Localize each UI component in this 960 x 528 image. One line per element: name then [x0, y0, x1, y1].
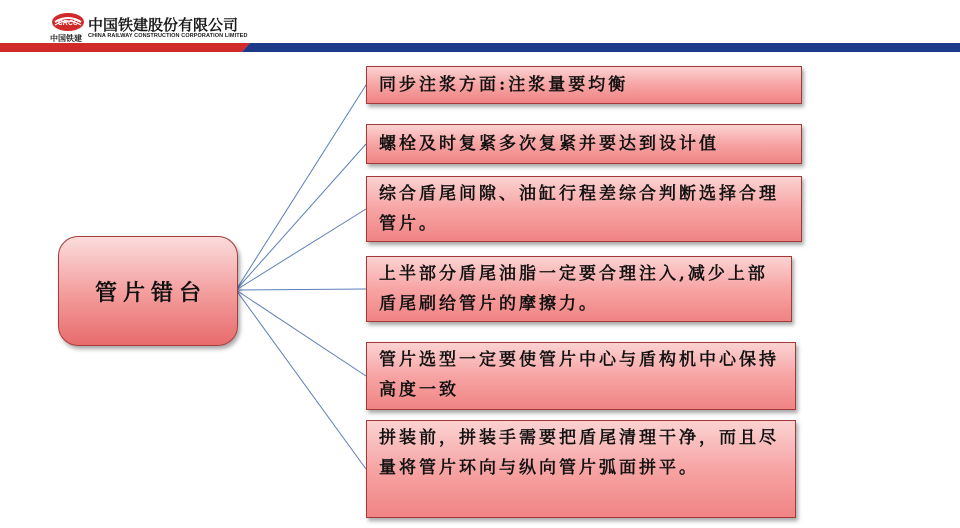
company-name-en: CHINA RAILWAY CONSTRUCTION CORPORATION LIMITED [88, 33, 248, 39]
leaf-node-text: 拼装前，拼装手需要把盾尾清理干净，而且尽量将管片环向与纵向管片弧面拼平。 [379, 428, 779, 478]
connector-line-1 [236, 85, 366, 290]
logo-text: 中国铁建 [50, 34, 82, 43]
leaf-node-text: 螺栓及时复紧多次复紧并要达到设计值 [379, 134, 719, 154]
connector-line-6 [236, 290, 366, 469]
leaf-node-assembly-prep [366, 420, 796, 518]
root-node-label: 管片错台 [94, 279, 207, 306]
company-name-cn: 中国铁建股份有限公司 [88, 16, 239, 34]
leaf-node-grouting [366, 66, 802, 104]
svg-text:CRCC: CRCC [57, 20, 79, 27]
leaf-node-tail-grease [366, 256, 792, 322]
connector-line-5 [236, 290, 366, 376]
connector-line-4 [236, 289, 366, 290]
leaf-node-segment-alignment [366, 342, 796, 410]
connector-line-2 [236, 144, 366, 290]
leaf-node-text: 管片选型一定要使管片中心与盾构机中心保持高度一致 [379, 350, 779, 400]
leaf-node-segment-selection [366, 176, 802, 242]
leaf-node-bolts [366, 124, 802, 164]
connector-line-3 [236, 209, 366, 290]
root-node [58, 236, 238, 346]
leaf-node-text: 综合盾尾间隙、油缸行程差综合判断选择合理管片。 [379, 184, 779, 234]
leaf-node-text: 同步注浆方面:注浆量要均衡 [379, 75, 629, 95]
leaf-node-text: 上半部分盾尾油脂一定要合理注入,减少上部盾尾刷给管片的摩擦力。 [379, 264, 768, 314]
